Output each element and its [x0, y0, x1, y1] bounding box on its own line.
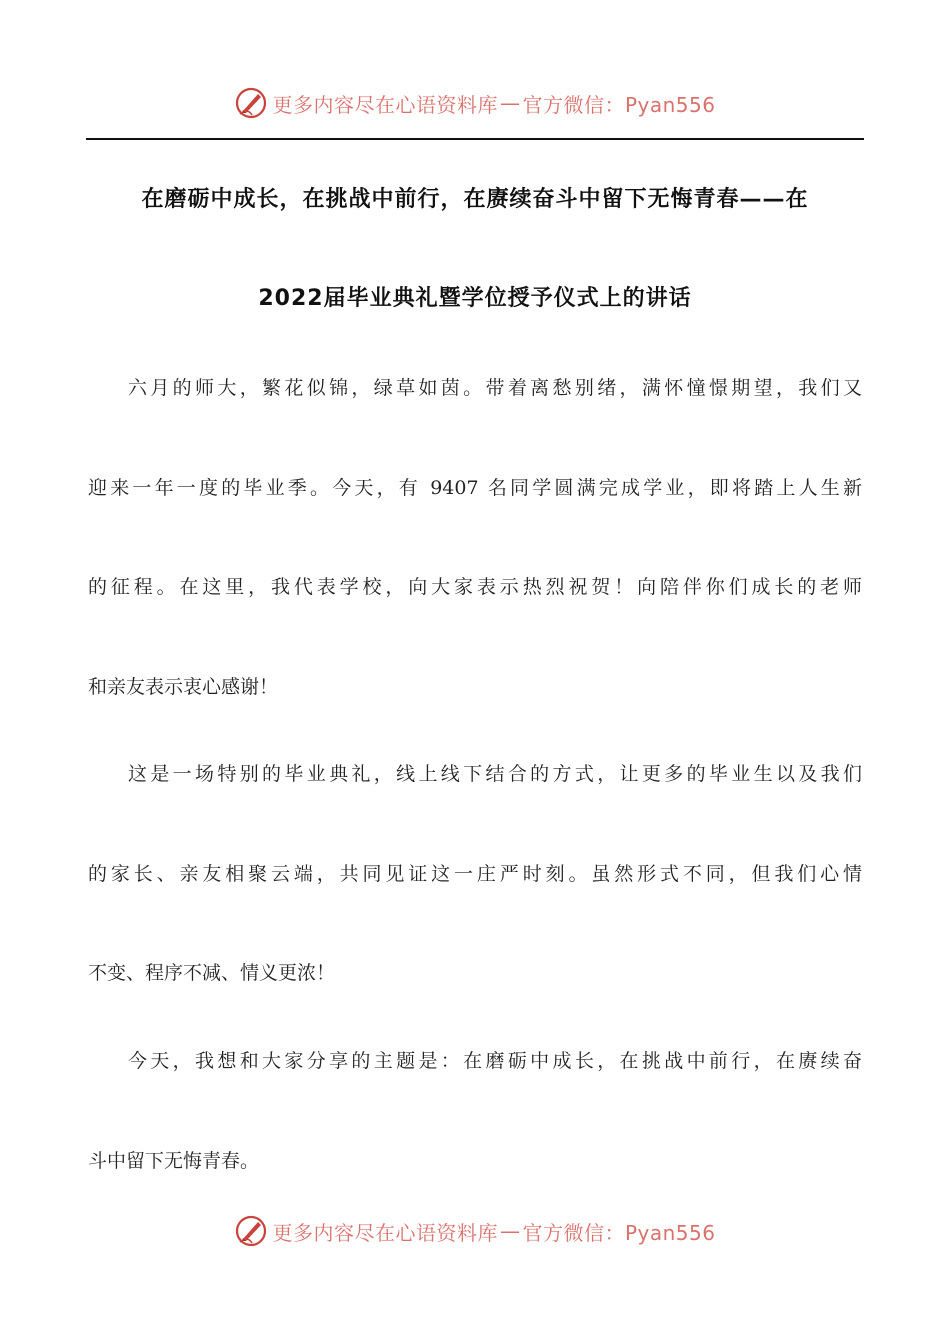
watermark-contact: 官方微信：Pyan556 — [522, 92, 716, 117]
quill-logo-icon — [234, 1214, 268, 1248]
watermark-text: 更多内容尽在心语资料库 — [272, 92, 498, 117]
document-title-line-1: 在磨砺中成长，在挑战中前行，在赓续奋斗中留下无悔青春——在 — [141, 187, 809, 212]
body-text-line: 的家长、亲友相聚云端，共同见证这一庄严时刻。虽然形式不同，但我们心情 — [88, 863, 862, 885]
watermark-contact: 官方微信：Pyan556 — [522, 1220, 716, 1245]
footer-watermark — [0, 1211, 950, 1251]
body-text-line: 今天，我想和大家分享的主题是：在磨砺中成长，在挑战中前行，在赓续奋 — [128, 1050, 862, 1072]
body-text-line: 斗中留下无悔青春。 — [88, 1150, 260, 1172]
quill-logo-icon — [234, 86, 268, 120]
header-divider — [86, 138, 864, 140]
watermark-text: 更多内容尽在心语资料库 — [272, 1220, 498, 1245]
body-text-line: 六月的师大，繁花似锦，绿草如茵。带着离愁别绪，满怀憧憬期望，我们又 — [128, 377, 862, 399]
watermark-dash: — — [499, 1219, 521, 1243]
body-text-line: 不变、程序不减、情义更浓！ — [88, 962, 336, 984]
body-text-line: 这是一场特别的毕业典礼，线上线下结合的方式，让更多的毕业生以及我们 — [128, 763, 862, 785]
document-title-line-2: 2022届毕业典礼暨学位授予仪式上的讲话 — [258, 286, 692, 311]
body-text-line: 迎来一年一度的毕业季。今天，有 9407 名同学圆满完成学业，即将踏上人生新 — [88, 477, 862, 499]
header-watermark — [0, 83, 950, 123]
watermark-dash: — — [499, 91, 521, 115]
body-text-line: 和亲友表示衷心感谢！ — [88, 676, 279, 698]
body-text-line: 的征程。在这里，我代表学校，向大家表示热烈祝贺！向陪伴你们成长的老师 — [88, 576, 862, 598]
